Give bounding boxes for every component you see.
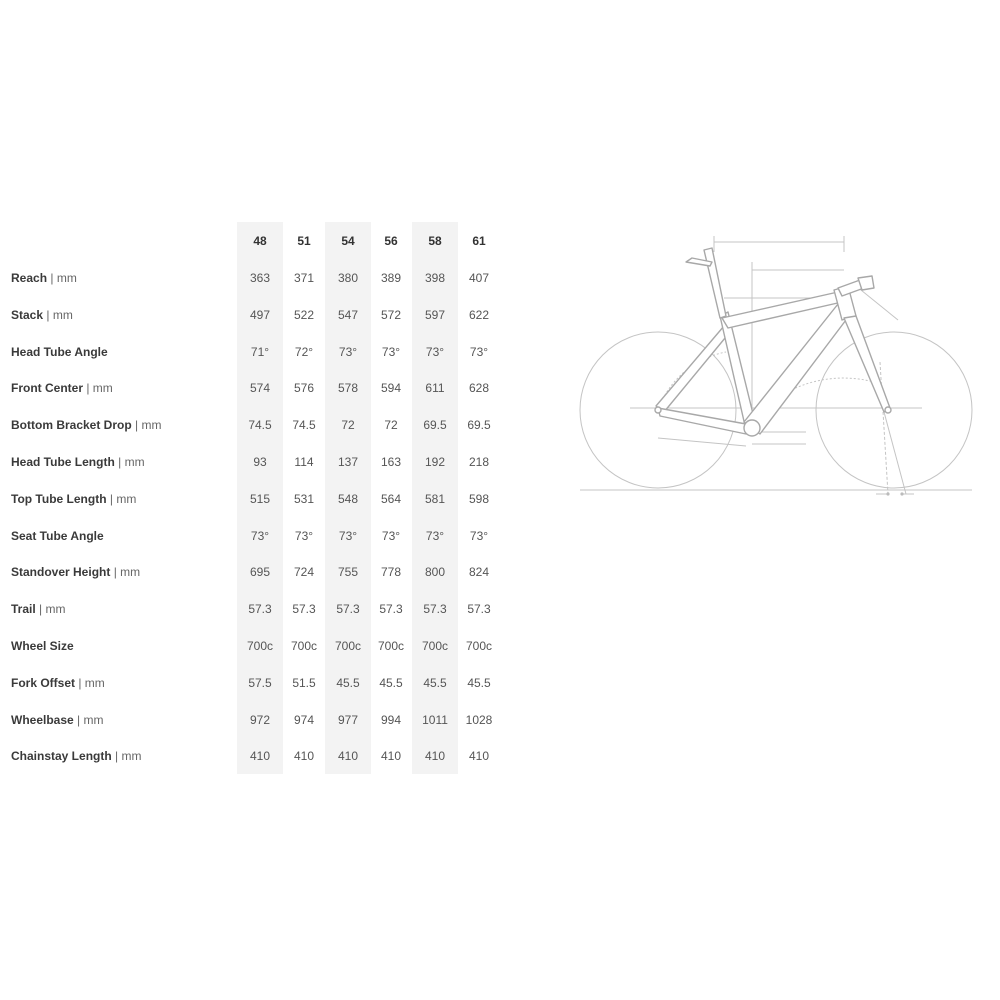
table-cell: 572 (380, 308, 402, 322)
row-label-name: Wheelbase (11, 713, 74, 727)
table-cell: 700c (246, 639, 274, 653)
table-cell: 597 (424, 308, 446, 322)
row-label (11, 345, 108, 359)
table-cell: 628 (468, 381, 490, 395)
row-label-name: Head Tube Angle (11, 345, 108, 359)
table-cell: 778 (380, 565, 402, 579)
row-label-name: Standover Height (11, 565, 111, 579)
table-cell: 410 (468, 749, 490, 763)
row-label-unit: | mm (109, 492, 137, 506)
table-cell: 700c (290, 639, 318, 653)
table-cell: 72 (341, 418, 355, 432)
front-axle (885, 407, 891, 413)
row-label (11, 565, 140, 579)
row-label-unit: | mm (86, 381, 113, 395)
row-label (11, 492, 136, 506)
table-cell: 724 (293, 565, 315, 579)
seat-post (704, 248, 726, 318)
table-cell: 93 (253, 455, 267, 469)
fork-axis (880, 362, 888, 494)
down-tube (744, 304, 852, 434)
row-label-name: Wheel Size (11, 639, 74, 653)
table-cell: 57.3 (379, 602, 403, 616)
row-label-name: Stack (11, 308, 44, 322)
row-label-name: Chainstay Length (11, 749, 112, 763)
bike-geometry-diagram (576, 232, 976, 502)
table-cell: 576 (293, 381, 315, 395)
table-cell: 611 (425, 381, 445, 395)
table-cell: 73° (425, 345, 445, 359)
table-cell: 371 (293, 271, 315, 285)
table-cell: 363 (249, 271, 271, 285)
row-label (11, 381, 113, 395)
row-label (11, 418, 161, 432)
table-cell: 974 (293, 713, 315, 727)
table-cell: 410 (249, 749, 271, 763)
table-cell: 45.5 (336, 676, 360, 690)
chain-stay (658, 408, 746, 434)
row-label-name: Fork Offset (11, 676, 76, 690)
table-cell: 73° (338, 529, 358, 543)
table-cell: 73° (294, 529, 314, 543)
table-cell: 994 (380, 713, 402, 727)
table-cell: 57.3 (336, 602, 360, 616)
table-cell: 972 (249, 713, 271, 727)
row-label (11, 271, 77, 285)
row-label (11, 455, 145, 469)
row-label (11, 713, 104, 727)
table-cell: 564 (380, 492, 402, 506)
row-label-unit: | mm (39, 602, 66, 616)
table-cell: 74.5 (248, 418, 272, 432)
table-cell: 57.5 (248, 676, 272, 690)
size-header-0: 48 (253, 234, 267, 248)
table-cell: 73° (381, 529, 401, 543)
table-cell: 72 (384, 418, 398, 432)
table-cell: 497 (249, 308, 271, 322)
row-label-unit: | mm (118, 455, 145, 469)
row-label-unit: | mm (46, 308, 73, 322)
table-cell: 57.3 (248, 602, 272, 616)
trail-marker-1 (886, 492, 889, 495)
table-cell: 700c (421, 639, 449, 653)
row-label-unit: | mm (78, 676, 105, 690)
row-label-unit: | mm (77, 713, 104, 727)
table-cell: 72° (294, 345, 314, 359)
table-cell: 800 (424, 565, 446, 579)
table-cell: 51.5 (292, 676, 316, 690)
chainstay-dim (658, 438, 746, 446)
row-label-name: Trail (11, 602, 36, 616)
table-cell: 73° (250, 529, 270, 543)
table-cell: 73° (469, 345, 489, 359)
size-header-4: 58 (428, 234, 442, 248)
trail-marker-2 (900, 492, 903, 495)
size-header-5: 61 (472, 234, 486, 248)
table-cell: 57.3 (423, 602, 447, 616)
row-label-name: Top Tube Length (11, 492, 107, 506)
table-cell: 695 (249, 565, 271, 579)
table-cell: 977 (337, 713, 359, 727)
row-label-name: Front Center (11, 381, 83, 395)
table-cell: 700c (377, 639, 405, 653)
table-cell: 163 (380, 455, 402, 469)
bike-frame (656, 248, 890, 434)
table-cell: 594 (380, 381, 402, 395)
table-cell: 410 (380, 749, 402, 763)
bottom-bracket (744, 420, 760, 436)
table-cell: 137 (337, 455, 359, 469)
row-label-name: Head Tube Length (11, 455, 115, 469)
table-cell: 1011 (422, 713, 448, 727)
table-cell: 581 (424, 492, 446, 506)
table-cell: 73° (425, 529, 445, 543)
row-label (11, 529, 104, 543)
row-label-name: Bottom Bracket Drop (11, 418, 132, 432)
table-cell: 622 (468, 308, 490, 322)
table-cell: 57.3 (292, 602, 316, 616)
table-cell: 71° (250, 345, 270, 359)
row-label-name: Reach (11, 271, 48, 285)
table-cell: 410 (337, 749, 359, 763)
row-label (11, 308, 73, 322)
row-label-name: Seat Tube Angle (11, 529, 104, 543)
head-tube-dim (856, 286, 898, 320)
seat-stay (656, 326, 730, 412)
table-cell: 407 (468, 271, 490, 285)
table-cell: 700c (334, 639, 362, 653)
size-header-2: 54 (341, 234, 355, 248)
table-cell: 574 (249, 381, 271, 395)
table-cell: 389 (380, 271, 402, 285)
size-header-3: 56 (384, 234, 398, 248)
table-cell: 598 (468, 492, 490, 506)
table-cell: 410 (293, 749, 315, 763)
table-cell: 69.5 (467, 418, 491, 432)
table-cell: 57.3 (467, 602, 491, 616)
table-cell: 218 (468, 455, 490, 469)
table-cell: 74.5 (292, 418, 316, 432)
table-cell: 398 (424, 271, 446, 285)
table-cell: 531 (293, 492, 315, 506)
table-cell: 578 (337, 381, 359, 395)
row-label-unit: | mm (135, 418, 162, 432)
table-cell: 45.5 (379, 676, 403, 690)
size-header-1: 51 (297, 234, 311, 248)
table-cell: 73° (338, 345, 358, 359)
table-cell: 700c (465, 639, 493, 653)
table-cell: 522 (293, 308, 315, 322)
table-cell: 548 (337, 492, 359, 506)
table-cell: 380 (337, 271, 359, 285)
table-cell: 824 (468, 565, 490, 579)
table-cell: 45.5 (467, 676, 491, 690)
table-cell: 192 (424, 455, 446, 469)
row-label-unit: | mm (115, 749, 142, 763)
table-cell: 547 (337, 308, 359, 322)
table-cell: 1028 (465, 713, 493, 727)
table-cell: 73° (469, 529, 489, 543)
row-label (11, 749, 141, 763)
front-wheel (816, 332, 972, 488)
row-label-unit: | mm (50, 271, 77, 285)
row-label (11, 639, 74, 653)
row-label (11, 602, 65, 616)
table-cell: 755 (337, 565, 359, 579)
rear-axle (655, 407, 661, 413)
table-cell: 73° (381, 345, 401, 359)
table-cell: 114 (294, 455, 314, 469)
fork (844, 316, 890, 412)
row-label (11, 676, 105, 690)
table-cell: 69.5 (423, 418, 447, 432)
table-cell: 45.5 (423, 676, 447, 690)
table-cell: 515 (249, 492, 271, 506)
row-label-unit: | mm (113, 565, 141, 579)
table-cell: 410 (424, 749, 446, 763)
